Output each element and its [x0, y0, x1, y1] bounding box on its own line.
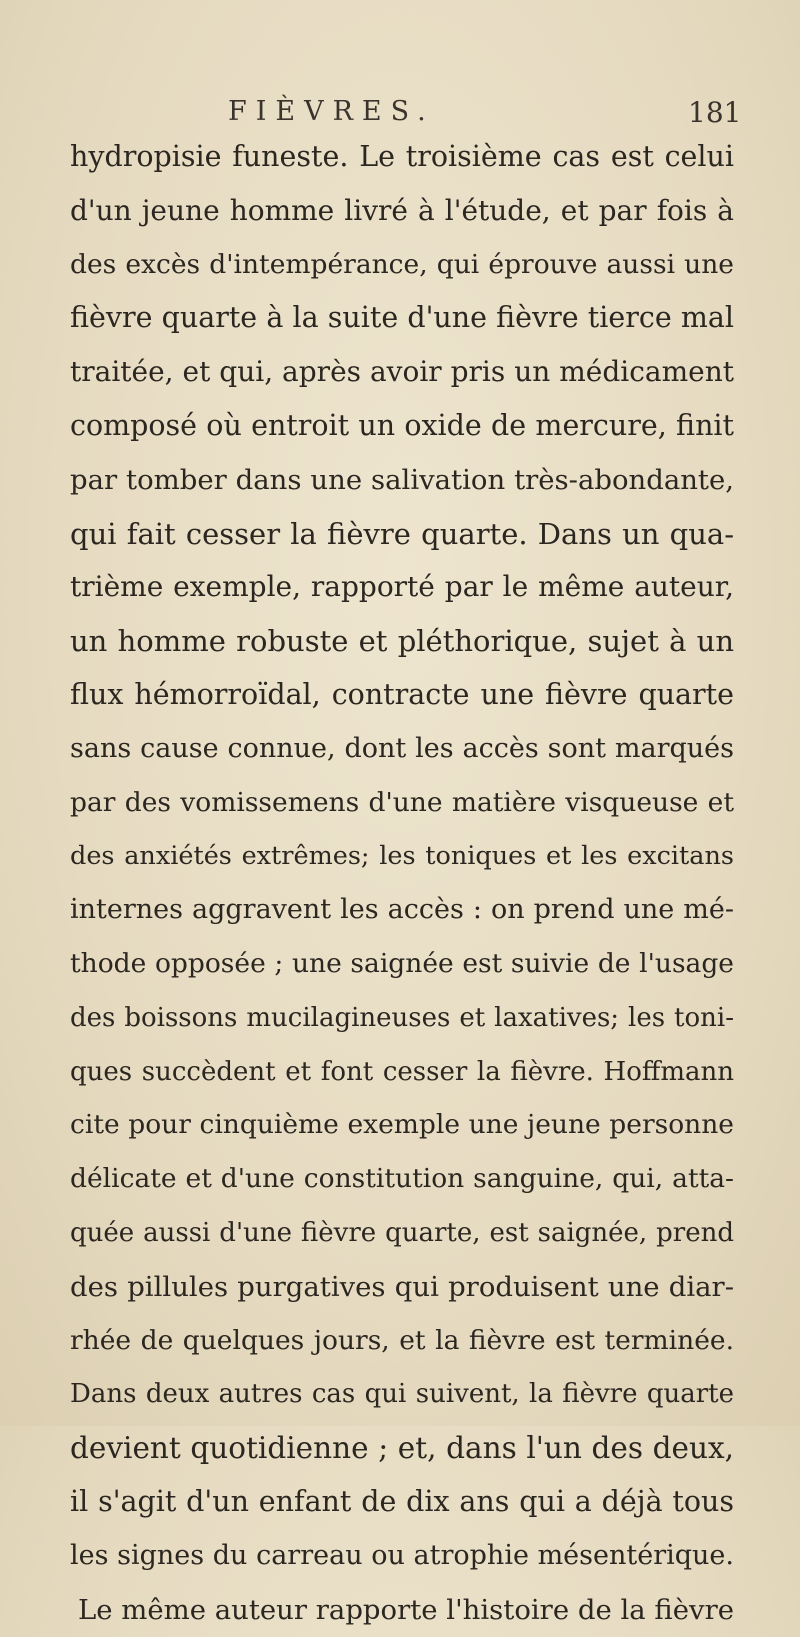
text-line: rhée de quelques jours, et la fièvre est terminée. — [70, 1325, 734, 1356]
text-line: qui fait cesser la fièvre quarte. Dans un qua- — [70, 517, 734, 551]
text-line: thode opposée ; une saignée est suivie de l'usage — [70, 948, 734, 979]
text-line: les signes du carreau ou atrophie mésentérique. — [70, 1540, 734, 1571]
text-line: traitée, et qui, après avoir pris un médicament — [70, 355, 734, 388]
text-line: ques succèdent et font cesser la fièvre. Hoffmann — [70, 1057, 734, 1087]
text-line: quée aussi d'une fièvre quarte, est saignée, prend — [70, 1218, 734, 1248]
text-line: devient quotidienne ; et, dans l'un des deux, — [70, 1431, 734, 1465]
text-line: trième exemple, rapporté par le même auteur, — [70, 570, 734, 603]
text-line: par tomber dans une salivation très-abondante, — [70, 464, 734, 496]
text-line: hydropisie funeste. Le troisième cas est celui — [70, 140, 734, 173]
text-line: Le même auteur rapporte l'histoire de la fièvre — [78, 1594, 734, 1626]
text-line: par des vomissemens d'une matière visqueuse et — [70, 787, 734, 818]
running-head: FIÈVRES. — [228, 96, 435, 127]
text-line: il s'agit d'un enfant de dix ans qui a déjà tous — [70, 1485, 734, 1518]
text-line: des pillules purgatives qui produisent une diar- — [70, 1271, 734, 1303]
text-line: d'un jeune homme livré à l'étude, et par fois à — [70, 194, 734, 227]
text-line: fièvre quarte à la suite d'une fièvre tierce mal — [70, 301, 734, 334]
text-line: Dans deux autres cas qui suivent, la fièvre quarte — [70, 1379, 734, 1409]
text-line: sans cause connue, dont les accès sont marqués — [70, 733, 734, 764]
page-number: 181 — [688, 96, 742, 129]
text-line: composé où entroit un oxide de mercure, finit — [70, 409, 734, 442]
text-line: flux hémorroïdal, contracte une fièvre quarte — [70, 678, 734, 711]
text-line: délicate et d'une constitution sanguine, qui, atta- — [70, 1163, 734, 1194]
text-line: internes aggravent les accès : on prend une mé- — [70, 894, 734, 925]
text-line: cite pour cinquième exemple une jeune personne — [70, 1109, 734, 1140]
text-line: des boissons mucilagineuses et laxatives; les toni- — [70, 1003, 734, 1033]
text-line: un homme robuste et pléthorique, sujet à un — [70, 624, 734, 658]
text-line: des excès d'intempérance, qui éprouve aussi une — [70, 249, 734, 280]
text-line: des anxiétés extrêmes; les toniques et les excitans — [70, 841, 734, 871]
